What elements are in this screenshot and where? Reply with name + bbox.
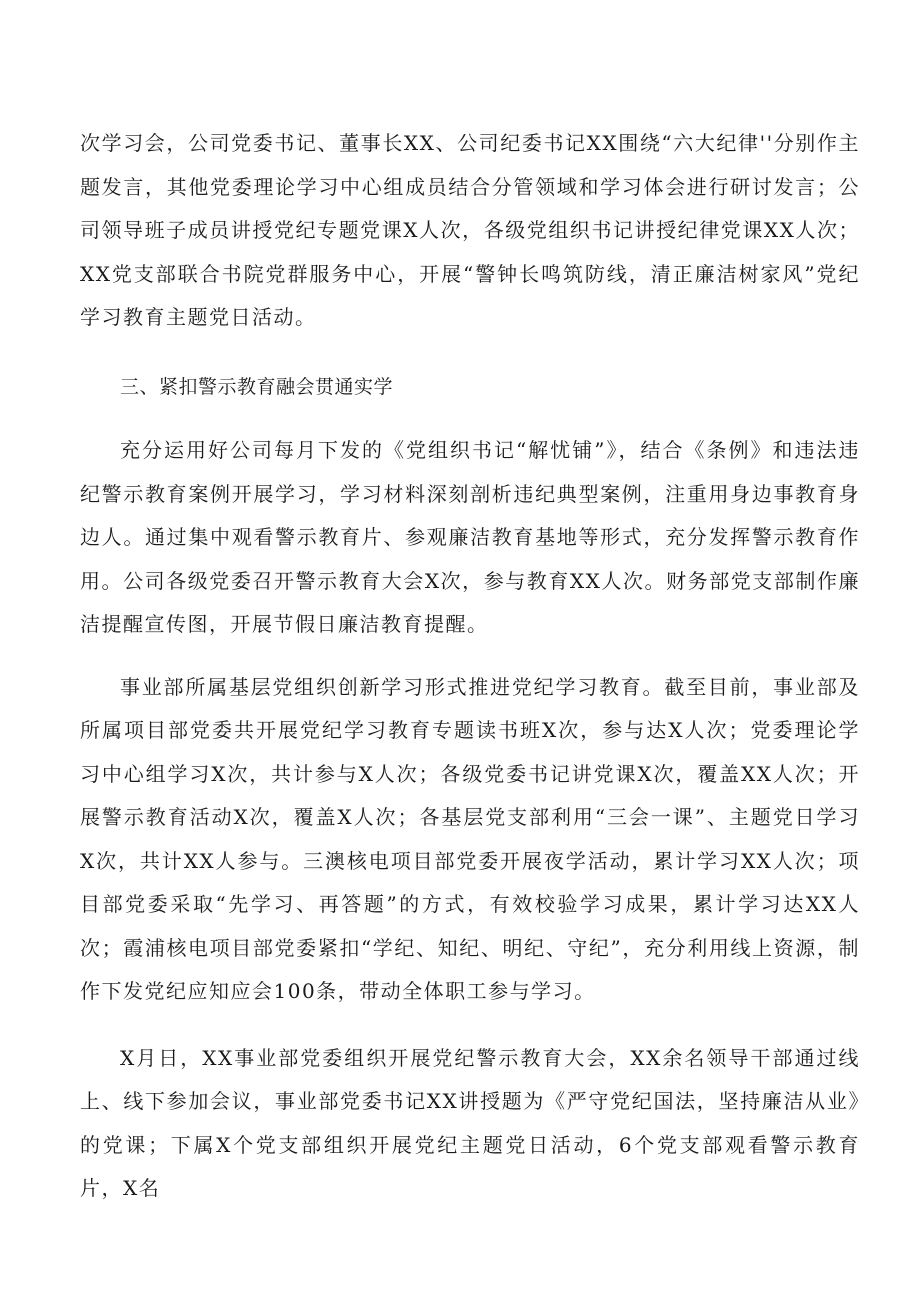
paragraph-division-study: 事业部所属基层党组织创新学习形式推进党纪学习教育。截至目前，事业部及所属项目部党委共开展党纪学习教育专题读书班X次，参与达X人次；党委理论学习中心组学习X次，共计参与X人次；各级党委书记讲党课X次，覆盖XX人次；开展警示教育活动X次，覆盖X人次；各基层党支部利用“三会一课”、主题党日学习X次，共计XX人参与。三澳核电项目部党委开展夜学活动，累计学习XX人次；项目部党委采取“先学习、再答题”的方式，有效校验学习成果，累计学习达XX人次；霞浦核电项目部党委紧扣“学纪、知纪、明纪、守纪”，充分利用线上资源，制作下发党纪应知应会100条，带动全体职工参与学习。	[80, 674, 860, 1003]
paragraph-warning-education: 充分运用好公司每月下发的《党组织书记“解忧铺”》，结合《条例》和违法违纪警示教育案例开展学习，学习材料深刻剖析违纪典型案例，注重用身边事教育身边人。通过集中观看警示教育片、参观廉洁教育基地等形式，充分发挥警示教育作用。公司各级党委召开警示教育大会X次，参与教育XX人次。财务部党支部制作廉洁提醒宣传图，开展节假日廉洁教育提醒。	[80, 438, 860, 636]
paragraph-study-session: 次学习会，公司党委书记、董事长XX、公司纪委书记XX围绕“六大纪律''分别作主题发言，其他党委理论学习中心组成员结合分管领域和学习体会进行研讨发言；公司领导班子成员讲授党纪专题党课X人次，各级党组织书记讲授纪律党课XX人次；XX党支部联合书院党群服务中心，开展“警钟长鸣筑防线，清正廉洁树家风”党纪学习教育主题党日活动。	[80, 131, 860, 329]
section-heading-3: 三、紧扣警示教育融会贯通实学	[120, 375, 394, 398]
document-body	[80, 122, 860, 1230]
paragraph-conference: X月日，XX事业部党委组织开展党纪警示教育大会，XX余名领导干部通过线上、线下参加会议，事业部党委书记XX讲授题为《严守党纪国法，坚持廉洁从业》的党课；下属X个党支部组织开展党纪主题党日活动，6个党支部观看警示教育片，X名	[80, 1045, 860, 1200]
